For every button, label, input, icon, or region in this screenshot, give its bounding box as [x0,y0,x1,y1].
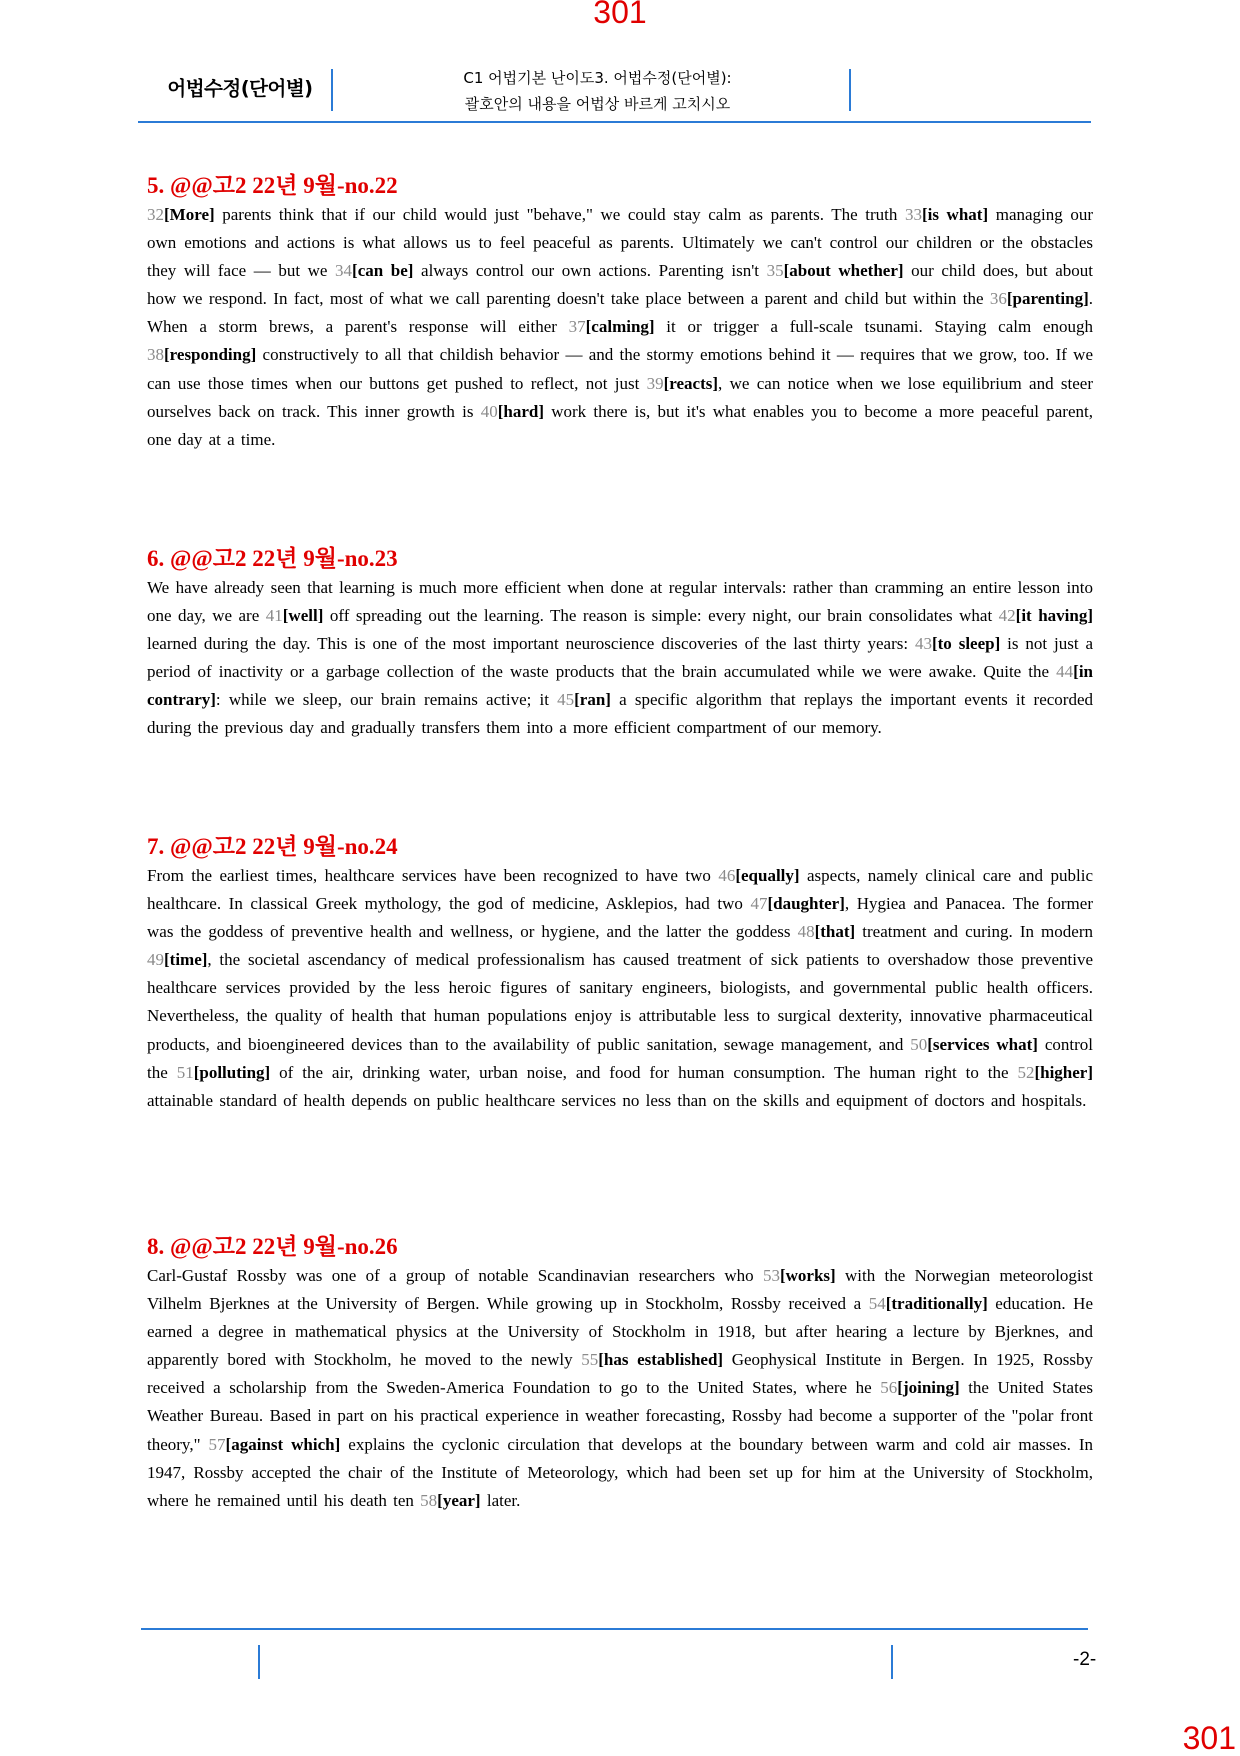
question-number: 45 [557,690,575,710]
question-number: 44 [1056,662,1074,682]
section-8 [147,1233,1093,1515]
passage [147,201,1093,454]
question-number: 38 [147,345,164,365]
question-number: 35 [766,261,784,281]
answer-bracket: [has established] [598,1350,724,1370]
passage-text: : while we sleep, our brain remains active; it [215,690,558,710]
header-divider-left [331,69,333,111]
passage-text: explains the cyclonic circulation that develops at the boundary between warm and cold air masses. In 1947, Rossby accepted the chair of the Institute of Meteorology, which had been set up for him at the University of Stockholm, where he remained until his death ten [147,1434,1093,1510]
question-number: 51 [176,1062,194,1082]
question-number: 48 [797,922,815,942]
passage-text: work there is, but it's what enables you to become a more peaceful parent, one day at a time. [147,401,1093,449]
section-title: 7. @@고2 22년 9월-no.24 [147,834,398,859]
answer-bracket: [reacts] [663,373,719,393]
passage-text: treatment and curing. In modern [855,922,1093,942]
question-number: 34 [335,261,353,281]
footer-divider-left [258,1645,260,1679]
passage-text: always control our own actions. Parenting isn't [413,261,767,281]
header-divider-right [849,69,851,111]
passage [147,862,1093,1115]
section-5 [147,172,1093,454]
answer-bracket: [works] [779,1266,836,1285]
passage-text: it or trigger a full-scale tsunami. Staying calm enough [654,317,1093,337]
answer-bracket: [parenting] [1006,289,1089,309]
question-number: 43 [914,634,932,654]
passage-text: attainable standard of health depends on public healthcare services no less than on the skills and equipment of doctors and hospitals. [147,1090,1087,1110]
section-title: 6. @@고2 22년 9월-no.23 [147,546,398,571]
passage-text: education. He earned a degree in mathematical physics at the University of Stockholm in 1918, but after hearing a lecture by Bjerknes, and apparently bored with Stockholm, he moved to the newly [147,1294,1094,1370]
section-7 [147,833,1093,1115]
passage-text: managing our own emotions and actions is what allows us to feel peaceful as parents. Ultimately we can't control our children or the obstacles they will face — but we [147,205,1094,281]
question-number: 36 [989,289,1007,309]
page-number-bottom: 301 [1182,1720,1236,1756]
footer-rule [141,1628,1088,1630]
passage-text: of the air, drinking water, urban noise, and food for human consumption. The human right to the [270,1062,1018,1082]
passage-text: constructively to all that childish behavior — and the stormy emotions behind it — requires that we grow, too. If we can use those times when our buttons get pushed to reflect, not just [147,345,1093,393]
passage-text: learned during the day. This is one of the most important neuroscience discoveries of the last thirty years: [147,634,915,654]
question-number: 49 [147,950,164,970]
answer-bracket: [about whether] [783,261,904,281]
question-number: 55 [581,1350,599,1370]
question-number: 32 [147,205,164,224]
answer-bracket: [well] [282,606,324,626]
answer-bracket: [time] [164,950,208,970]
question-number: 39 [646,373,664,393]
answer-bracket: [hard] [497,401,545,421]
answer-bracket: [responding] [164,345,257,365]
question-number: 40 [480,401,498,421]
question-number: 53 [762,1266,780,1285]
question-number: 56 [880,1378,898,1398]
passage-text: parents think that if our child would just "behave," we could stay calm as parents. The truth [214,205,905,224]
footer-page-label: -2- [1073,1649,1097,1670]
question-number: 47 [750,894,768,914]
answer-bracket: [traditionally] [885,1294,988,1314]
question-number: 41 [265,606,283,626]
section-title: 5. @@고2 22년 9월-no.22 [147,173,398,198]
answer-bracket: [year] [437,1490,481,1510]
answer-bracket: [equally] [735,866,800,885]
question-number: 58 [420,1490,438,1510]
answer-bracket: [calming] [585,317,655,337]
question-number: 50 [910,1034,928,1054]
answer-bracket: [it having] [1015,606,1093,626]
answer-bracket: [against which] [225,1434,341,1454]
passage-text: , Hygiea and Panacea. The former was the goddess of preventive health and wellness, or hygiene, and the latter the goddess [147,894,1093,942]
answer-bracket: [ran] [574,690,611,710]
question-number: 57 [208,1434,226,1454]
header-desc-line1: C1 어법기본 난이도3. 어법수정(단어별): [463,69,732,87]
passage-text: a specific algorithm that replays the important events it recorded during the previous day and gradually transfers them into a more efficient compartment of our memory. [147,690,1093,738]
section-6 [147,545,1093,743]
section-title: 8. @@고2 22년 9월-no.26 [147,1234,398,1259]
passage-text: . When a storm brews, a parent's response will either [147,289,1093,337]
passage-text: , the societal ascendancy of medical professionalism has caused treatment of sick patients to overshadow those preventive healthcare services provided by the less heroic figures of sanitary engineers, biologists, and governmental public health officers. Nevertheless, the quality of health that human populations enjoy is attributable less to surgical dexterity, innovative pharmaceutical products, and bioengineered devices than to the availability of public sanitation, sewage management, and [147,950,1093,1054]
passage-text: later. [480,1490,521,1510]
passage-text: with the Norwegian meteorologist Vilhelm Bjerknes at the University of Bergen. While growing up in Stockholm, Rossby received a [147,1266,1093,1314]
passage-text: From the earliest times, healthcare services have been recognized to have two [147,866,719,885]
passage [147,1262,1093,1515]
passage-text: Carl-Gustaf Rossby was one of a group of notable Scandinavian researchers who [147,1266,763,1285]
answer-bracket: [polluting] [193,1062,271,1082]
answer-bracket: [is what] [921,205,989,224]
answer-bracket: [services what] [927,1034,1038,1054]
passage-text: is not just a period of inactivity or a garbage collection of the waste products that the brain accumulated while we were awake. Quite the [147,634,1093,682]
header-desc-line2: 괄호안의 내용을 어법상 바르게 고치시오 [464,95,731,113]
question-number: 52 [1017,1062,1035,1082]
question-number: 46 [718,866,736,885]
question-number: 54 [868,1294,886,1314]
passage-text: control the [147,1034,1093,1082]
passage-text: off spreading out the learning. The reason is simple: every night, our brain consolidates what [323,606,999,626]
answer-bracket: [higher] [1034,1062,1093,1082]
page-number-top: 301 [593,0,647,30]
header-rule [138,121,1091,123]
answer-bracket: [More] [164,205,215,224]
answer-bracket: [that] [814,922,856,942]
question-number: 42 [998,606,1016,626]
header-title: 어법수정(단어별) [167,77,313,100]
header-description [335,65,860,117]
answer-bracket: [to sleep] [931,634,1001,654]
footer-divider-right [891,1645,893,1679]
answer-bracket: [joining] [897,1378,960,1398]
question-number: 33 [904,205,922,224]
passage-text: the United States Weather Bureau. Based in part on his practical experience in weather forecasting, Rossby had become a supporter of the "polar front theory," [147,1378,1093,1454]
answer-bracket: [in contrary] [147,662,1093,710]
answer-bracket: [can be] [352,261,414,281]
passage-text: Geophysical Institute in Bergen. In 1925, Rossby received a scholarship from the Sweden-America Foundation to go to the United States, where he [147,1350,1094,1398]
passage-text: our child does, but about how we respond. In fact, most of what we call parenting doesn't take place between a parent and child but within the [147,261,1094,309]
question-number: 37 [568,317,586,337]
answer-bracket: [daughter] [767,894,845,914]
passage [147,574,1093,743]
passage-text: We have already seen that learning is much more efficient when done at regular intervals: rather than cramming an entire lesson into one day, we are [147,578,1093,626]
passage-text: , we can notice when we lose equilibrium and steer ourselves back on track. This inner growth is [147,373,1094,421]
passage-text: aspects, namely clinical care and public healthcare. In classical Greek mythology, the god of medicine, Asklepios, had two [147,866,1094,914]
